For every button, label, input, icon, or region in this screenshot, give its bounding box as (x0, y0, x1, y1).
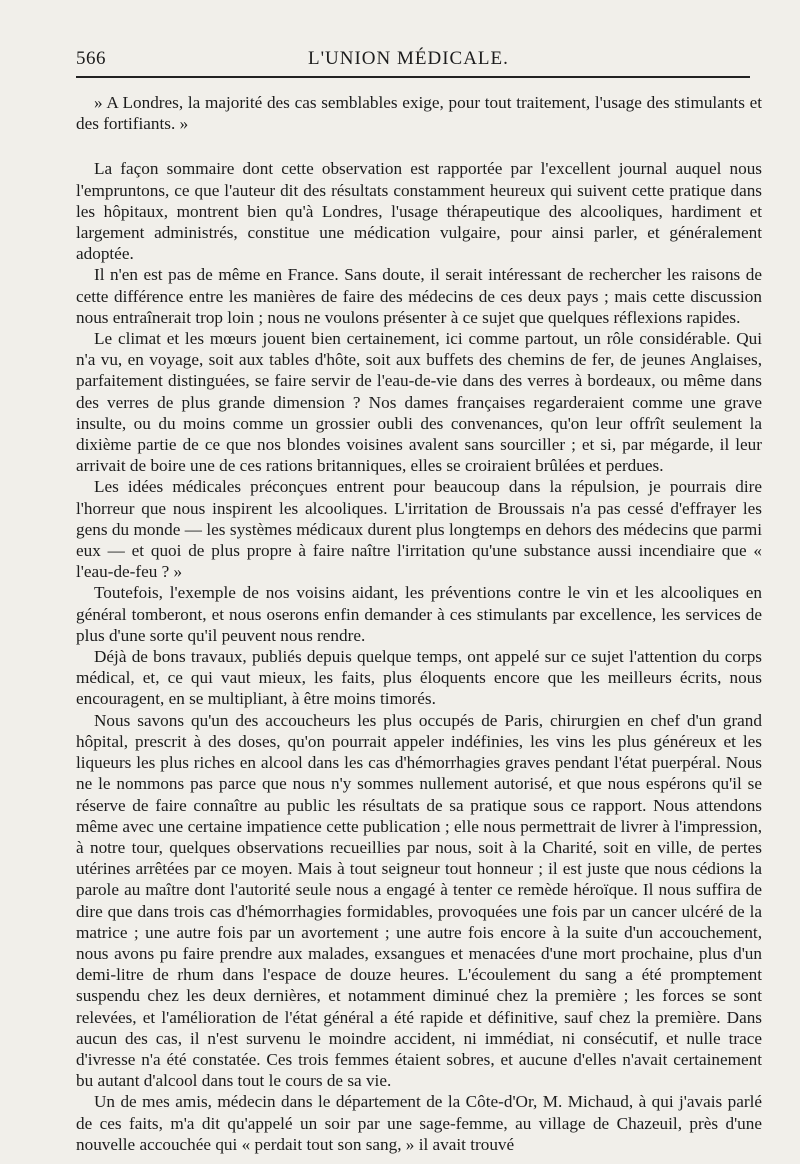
page-number: 566 (76, 48, 106, 69)
header-rule (76, 76, 750, 78)
body-text (76, 92, 762, 1155)
paragraph-4: Le climat et les mœurs jouent bien certainement, ici comme partout, un rôle considérable. Qui n'a vu, en voyage, soit aux tables d'hôte, soit aux buffets des chemins de fer, de jeunes Anglaises, parfaitement distinguées, se faire servir de l'eau-de-vie dans des verres à bordeaux, ou même dans des verres de plus grande dimension ? Nos dames françaises regarderaient comme une grave insulte, ou du moins comme un grossier oubli des convenances, qu'on leur offrît seulement la dixième partie de ce que nos blondes voisines avalent sans sourciller ; et si, par mégarde, il leur arrivait de boire une de ces rations britanniques, elles se croiraient brûlées et perdues. (76, 329, 762, 476)
paragraph-8: Nous savons qu'un des accoucheurs les plus occupés de Paris, chirurgien en chef d'un grand hôpital, prescrit à des doses, qu'on pourrait appeler indéfinies, les vins les plus généreux et les liqueurs les plus riches en alcool dans les cas d'hémorrhagies graves pendant l'état puerpéral. Nous ne le nommons pas parce que nous n'y sommes nullement autorisé, et que nous espérons qu'il se réserve de faire connaître au public les résultats de sa pratique sous ce rapport. Nous attendons même avec une certaine impatience cette publication ; elle nous permettrait de livrer à l'impression, à notre tour, quelques observations recueillies par nous, soit à la Charité, soit en ville, de pertes utérines arrêtées par ce moyen. Mais à tout seigneur tout honneur ; il est juste que nous cédions la parole au maître dont l'autorité seule nous a engagé à tenter ce remède héroïque. Il nous suffira de dire que dans trois cas d'hémorrhagies formidables, provoquées une fois par un cancer ulcéré de la matrice ; une autre fois par un avortement ; une autre fois encore à la suite d'un accouchement, nous avons pu faire prendre aux malades, exsangues et menacées d'une mort prochaine, plus d'un demi-litre de rhum dans l'espace de douze heures. L'écoulement du sang a été promptement suspendu chez les deux dernières, et notamment diminué chez la première ; les forces se sont relevées, et l'amélioration de l'état général a été rapide et définitive, sauf chez la première. Dans aucun des cas, il n'est survenu le moindre accident, ni immédiat, ni consécutif, et nulle trace d'ivresse n'a été constatée. Ces trois femmes étaient sobres, et aucune d'elles n'avait certainement bu autant d'alcool dans tout le cours de sa vie. (76, 710, 762, 1091)
journal-title: L'UNION MÉDICALE. (308, 48, 509, 69)
paragraph-6: Toutefois, l'exemple de nos voisins aidant, les préventions contre le vin et les alcooliques en général tomberont, et nous oserons enfin demander à ces stimulants par excellence, les services de plus d'une sorte qu'il peuvent nous rendre. (76, 583, 762, 645)
page-header (76, 42, 760, 72)
paragraph-3: Il n'en est pas de même en France. Sans doute, il serait intéressant de rechercher les raisons de cette différence entre les manières de faire des médecins de ces deux pays ; mais cette discussion nous entraînerait trop loin ; nous ne voulons présenter à ce sujet que quelques réflexions rapides. (76, 265, 762, 327)
paragraph-5: Les idées médicales préconçues entrent pour beaucoup dans la répulsion, je pourrais dire l'horreur que nous inspirent les alcooliques. L'irritation de Broussais n'a pas cessé d'effrayer les gens du monde — les systèmes médicaux durent plus longtemps en dehors des médecins que parmi eux — et quoi de plus propre à faire naître l'irritation qu'une substance aussi incendiaire que « l'eau-de-feu ? » (76, 477, 762, 582)
paragraph-9: Un de mes amis, médecin dans le département de la Côte-d'Or, M. Michaud, à qui j'avais parlé de ces faits, m'a dit qu'appelé un soir par une sage-femme, au village de Chazeuil, près d'une nouvelle accouchée qui « perdait tout son sang, » il avait trouvé (76, 1092, 762, 1154)
paragraph-1: » A Londres, la majorité des cas semblables exige, pour tout traitement, l'usage des stimulants et des fortifiants. » (76, 93, 762, 134)
paragraph-2: La façon sommaire dont cette observation est rapportée par l'excellent journal auquel nous l'empruntons, ce que l'auteur dit des résultats constamment heureux qui suivent cette pratique dans les hôpitaux, montrent bien qu'à Londres, l'usage thérapeutique des alcooliques, hardiment et largement administrés, constitue une médication vulgaire, pour ainsi parler, et généralement adoptée. (76, 159, 762, 264)
paragraph-7: Déjà de bons travaux, publiés depuis quelque temps, ont appelé sur ce sujet l'attention du corps médical, et, ce qui vaut mieux, les faits, plus éloquents encore que les meilleurs écrits, nous encouragent, en se multipliant, à être moins timorés. (76, 647, 762, 709)
